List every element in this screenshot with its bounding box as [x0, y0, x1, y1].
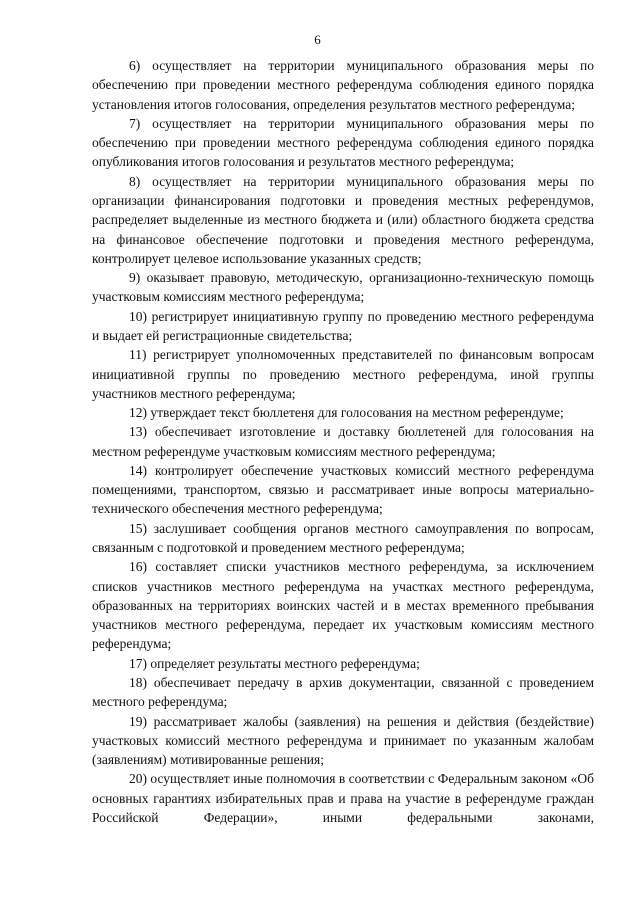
paragraph-item-11: 11) регистрирует уполномоченных представителей по финансовым вопросам инициативной группы по проведению местного референдума, иной группы участников местного референдума; — [92, 347, 594, 401]
document-body — [92, 56, 594, 827]
paragraph-item-18: 18) обеспечивает передачу в архив документации, связанной с проведением местного референдума; — [92, 675, 594, 710]
paragraph-item-13: 13) обеспечивает изготовление и доставку бюллетеней для голосования на местном референдуме участковым комиссиям местного референдума; — [92, 424, 594, 459]
paragraph-item-8: 8) осуществляет на территории муниципального образования меры по организации финансирования подготовки и проведения местных референдумов, распределяет выделенные из местного бюджета и (или) областного бюджета средства на финансовое обеспечение подготовки и проведения местного референдума, контролирует целевое использование указанных средств; — [92, 173, 594, 266]
paragraph-item-19: 19) рассматривает жалобы (заявления) на решения и действия (бездействие) участковых комиссий местного референдума и принимает по указанным жалобам (заявлениям) мотивированные решения; — [92, 713, 594, 768]
paragraph-item-20: 20) осуществляет иные полномочия в соответствии с Федеральным законом «Об основных гарантиях избирательных прав и права на участие в референдуме граждан Российской Федерации», иными федеральными законами, — [92, 771, 594, 825]
paragraph-item-16: 16) составляет списки участников местного референдума, за исключением списков участников местного референдума на участках местного референдума, образованных на территориях воинских частей и в местах временного пребывания участников местного референдума, передает их участковым комиссиям местного референдума; — [92, 559, 594, 652]
paragraph-item-12: 12) утверждает текст бюллетеня для голосования на местном референдуме; — [129, 405, 564, 421]
paragraph-item-9: 9) оказывает правовую, методическую, организационно-техническую помощь участковым комиссиям местного референдума; — [92, 270, 594, 305]
page-number: 6 — [314, 32, 321, 47]
paragraph-item-14: 14) контролирует обеспечение участковых комиссий местного референдума помещениями, транспортом, связью и рассматривает иные вопросы материально-технического обеспечения местного референдума; — [92, 462, 594, 517]
paragraph-item-7: 7) осуществляет на территории муниципального образования меры по обеспечению при проведении местного референдума соблюдения единого порядка опубликования итогов голосования и результатов местного референдума; — [92, 115, 594, 170]
paragraph-item-17: 17) определяет результаты местного референдума; — [129, 655, 420, 671]
paragraph-item-6: 6) осуществляет на территории муниципального образования меры по обеспечению при проведении местного референдума соблюдения единого порядка установления итогов голосования, определения результатов местного референдума; — [92, 58, 594, 112]
paragraph-item-10: 10) регистрирует инициативную группу по проведению местного референдума и выдает ей регистрационные свидетельства; — [92, 308, 594, 343]
paragraph-item-15: 15) заслушивает сообщения органов местного самоуправления по вопросам, связанным с подготовкой и проведением местного референдума; — [92, 520, 594, 556]
